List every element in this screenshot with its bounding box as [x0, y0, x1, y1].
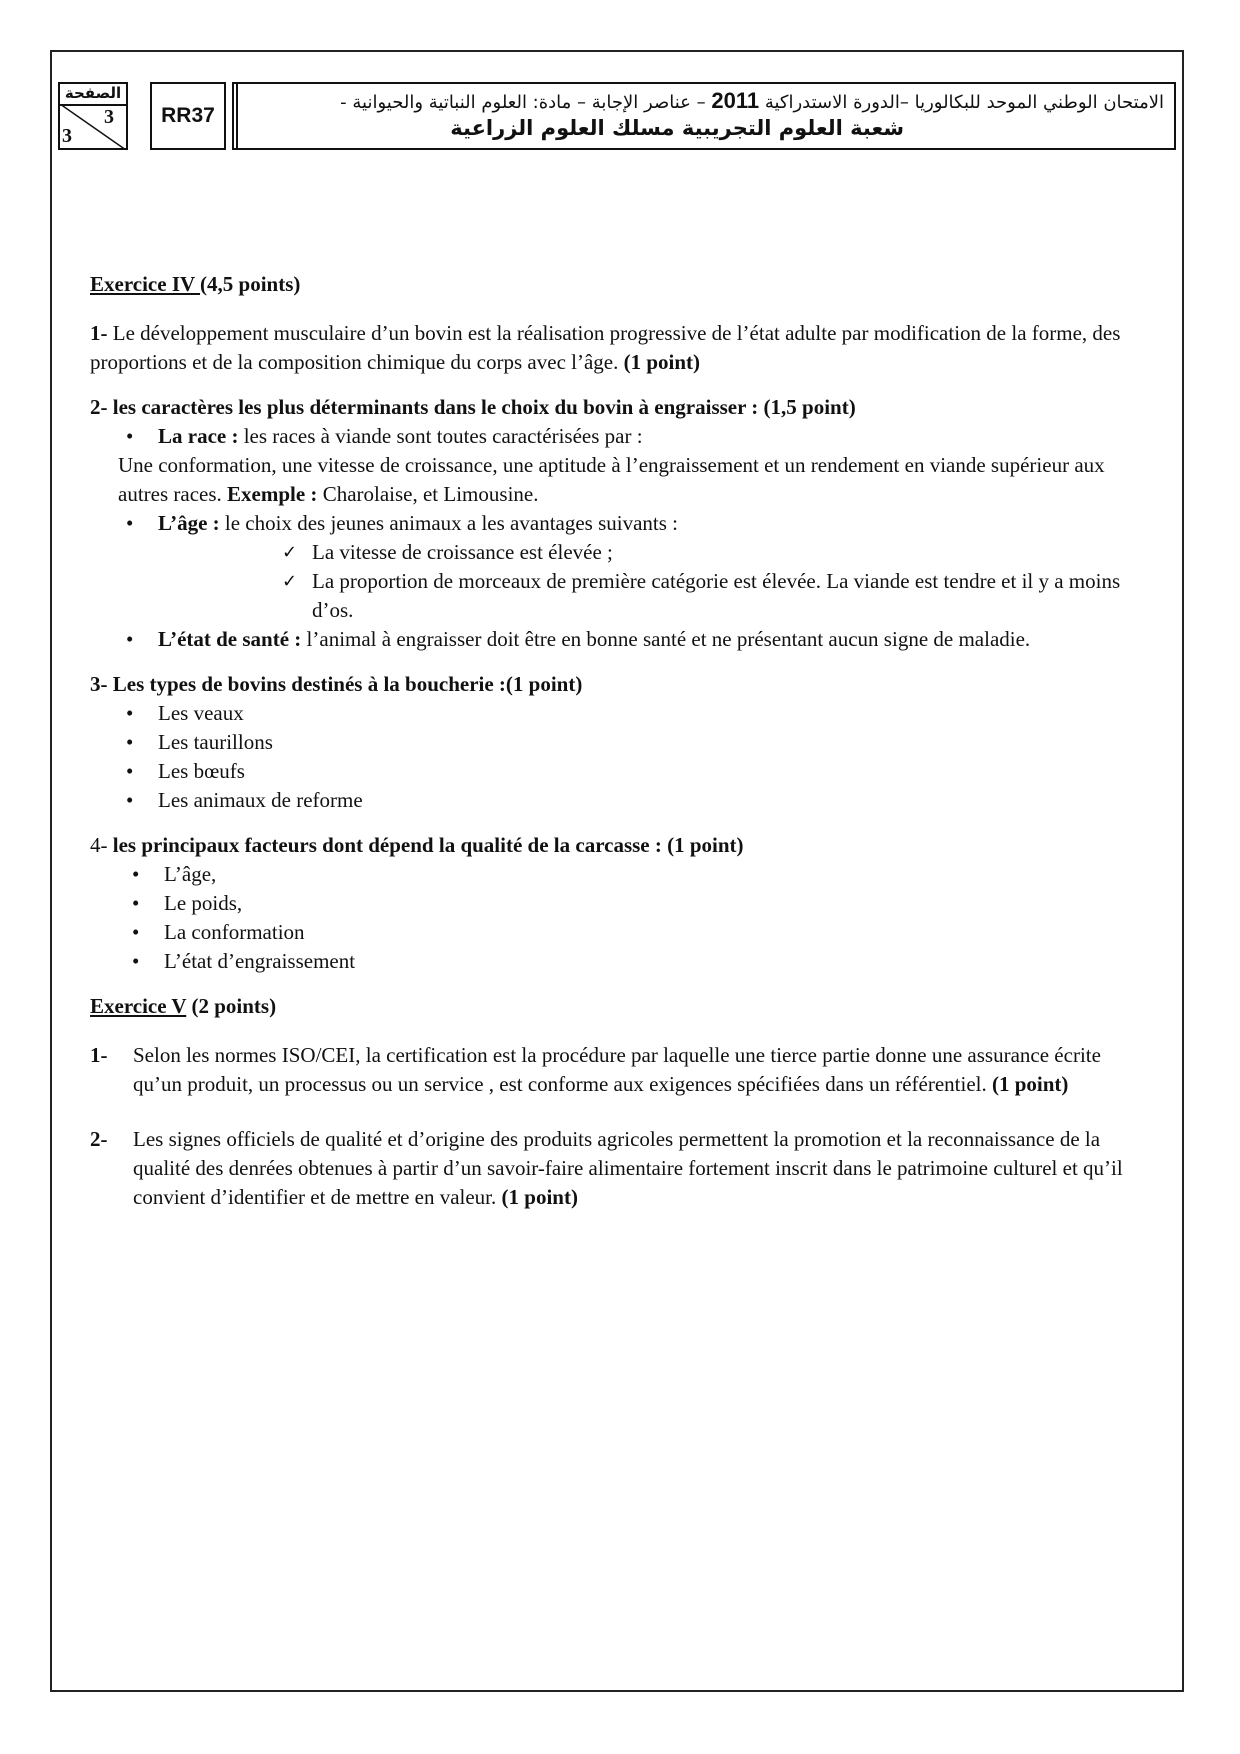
exam-year: 2011	[711, 88, 760, 113]
ex4-q4-list	[164, 860, 1150, 976]
health-label: L’état de santé :	[158, 627, 302, 651]
race-label: La race :	[158, 424, 239, 448]
page-total: 3	[62, 125, 72, 147]
ex5-q1	[90, 1041, 1150, 1099]
ex4-q2-race-desc	[118, 451, 1150, 509]
ex5-q2-num: 2-	[90, 1127, 108, 1151]
example-label: Exemple :	[227, 482, 318, 506]
ex4-q2-heading: 2- les caractères les plus déterminants dans le choix du bovin à engraisser : (1,5 point)	[90, 395, 856, 419]
list-item: • La conformation	[164, 918, 1150, 947]
age-label: L’âge :	[158, 511, 220, 535]
ex5-q1-num: 1-	[90, 1043, 108, 1067]
ex4-q2-list-age	[158, 509, 1150, 538]
ex4-q3-list	[158, 699, 1150, 815]
ex5-q1-points: (1 point)	[991, 1072, 1069, 1096]
exam-title-line1	[340, 88, 1164, 114]
health-text: l’animal à engraisser doit être en bonne santé et ne présentant aucun signe de maladie.	[301, 627, 1031, 651]
exam-title-box	[232, 82, 1176, 150]
ex4-q2-race	[158, 422, 1150, 451]
ex4-q4-heading-text: les principaux facteurs dont dépend la qualité de la carcasse : (1 point)	[112, 833, 744, 857]
list-item: • Les animaux de reforme	[158, 786, 1150, 815]
ex4-q1-num: 1-	[90, 321, 113, 345]
ex4-q1-text: Le développement musculaire d’un bovin est la réalisation progressive de l’état adulte par modification de la forme, des proportions et de la composition chimique du corps avec l’âge.	[90, 321, 1121, 374]
race-text: les races à viande sont toutes caractérisées par :	[238, 424, 643, 448]
answer-content	[90, 270, 1150, 1212]
exercise-4-label: Exercice IV	[90, 272, 201, 296]
ex4-q2-list-health	[158, 625, 1150, 654]
exam-title-post: – عناصر الإجابة – مادة: العلوم النباتية والحيوانية -	[340, 92, 706, 113]
race-desc: Une conformation, une vitesse de croissance, une aptitude à l’engraissement et un rendement en viande supérieur aux autres races.	[118, 453, 1105, 506]
ex4-q1-points: (1 point)	[623, 350, 701, 374]
exercise-4-points: (4,5 points)	[200, 272, 301, 296]
ex5-q1-text: Selon les normes ISO/CEI, la certification est la procédure par laquelle une tierce partie donne une assurance écrite qu’un produit, un processus ou un service , est conforme aux exigences spécifiées dans un référentiel.	[133, 1043, 1101, 1096]
ex4-q1	[90, 319, 1150, 377]
ex4-q3-heading: 3- Les types de bovins destinés à la boucherie :(1 point)	[90, 672, 583, 696]
list-item: • Les bœufs	[158, 757, 1150, 786]
exam-header	[58, 82, 1176, 150]
age-text: le choix des jeunes animaux a les avantages suivants :	[219, 511, 679, 535]
age-advantages-list	[312, 538, 1150, 625]
list-item: • L’âge,	[164, 860, 1150, 889]
exercise-5-label: Exercice V	[90, 994, 187, 1018]
age-advantage-item: ✓ La proportion de morceaux de première catégorie est élevée. La viande est tendre et il y a moins d’os.	[312, 567, 1150, 625]
list-item: • Les veaux	[158, 699, 1150, 728]
exam-title-line2: شعبة العلوم التجريبية مسلك العلوم الزراعية	[450, 116, 904, 140]
example-text: Charolaise, et Limousine.	[317, 482, 539, 506]
ex5-q2	[90, 1125, 1150, 1212]
ex4-q4-num: 4-	[90, 833, 113, 857]
page-frame	[50, 50, 1184, 1692]
page-number-box	[58, 82, 128, 150]
ex4-q2-age	[158, 509, 1150, 538]
exercise-5-title	[90, 992, 1150, 1021]
ex4-q2-list-race	[158, 422, 1150, 451]
page-current: 3	[104, 106, 114, 128]
exam-title-pre: الامتحان الوطني الموحد للبكالوريا –الدورة الاستدراكية	[764, 92, 1164, 113]
list-item: • Les taurillons	[158, 728, 1150, 757]
age-advantage-item: ✓ La vitesse de croissance est élevée ;	[312, 538, 1150, 567]
list-item: • L’état d’engraissement	[164, 947, 1150, 976]
ex5-q2-text: Les signes officiels de qualité et d’origine des produits agricoles permettent la promotion et la reconnaissance de la qualité des denrées obtenues à partir d’un savoir-faire alimentaire fortement inscrit dans le patrimoine culturel et qu’il convient d’identifier et de mettre en valeur.	[133, 1127, 1123, 1209]
exercise-4-title	[90, 270, 1150, 299]
exam-code: RR37	[150, 82, 226, 150]
list-item: • Le poids,	[164, 889, 1150, 918]
ex4-q4-heading	[90, 831, 1150, 860]
ex5-q2-points: (1 point)	[501, 1185, 578, 1209]
ex4-q2-health	[158, 625, 1150, 654]
exercise-5-points: (2 points)	[186, 994, 277, 1018]
page-label: الصفحة	[60, 84, 126, 106]
